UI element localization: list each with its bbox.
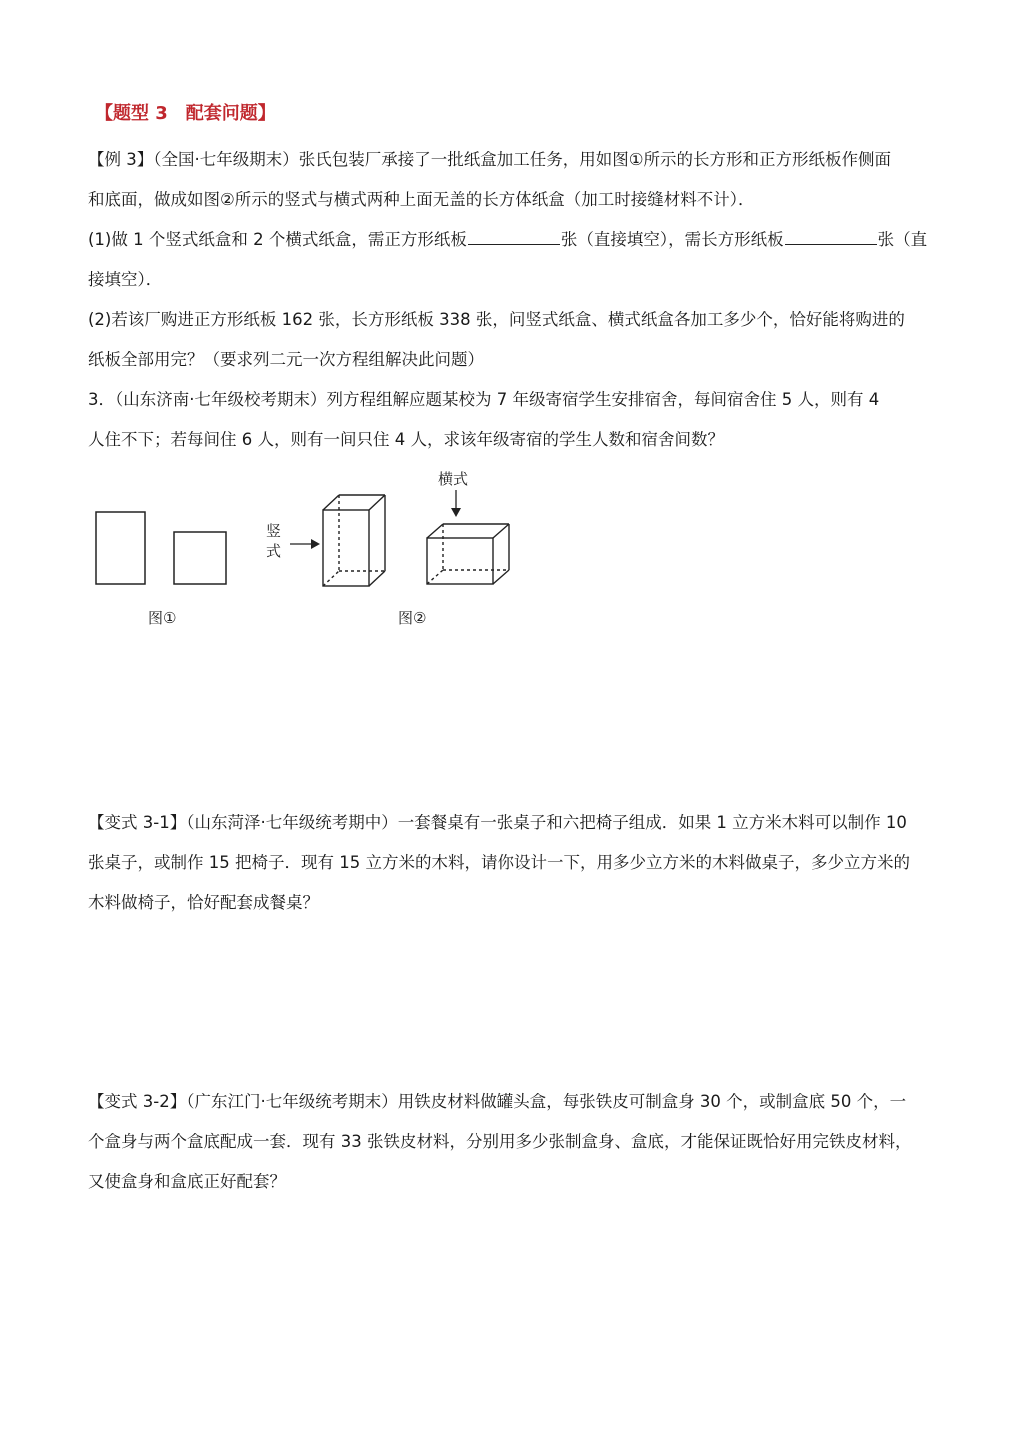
fig1-square [174, 532, 226, 584]
variant31-line2: 张桌子，或制作 15 把椅子．现有 15 立方米的木料，请你设计一下，用多少立方米的木料做桌子，多少立方米的 [88, 853, 910, 872]
variant32-line1: 【变式 3-2】（广东江门·七年级统考期末）用铁皮材料做罐头盒，每张铁皮可制盒身 30 个，或制盒底 50 个，一 [88, 1092, 907, 1111]
example3-line1: 【例 3】（全国·七年级期末）张氏包装厂承接了一批纸盒加工任务，用如图①所示的长方形和正方形纸板作侧面 [88, 150, 892, 169]
q1-text-part1: (1)做 1 个竖式纸盒和 2 个横式纸盒，需正方形纸板 [88, 230, 467, 249]
fig2-label: 图② [398, 609, 427, 627]
fig1-label: 图① [148, 609, 177, 627]
problem3-line1: 3．（山东济南·七年级校考期末）列方程组解应题某校为 7 年级寄宿学生安排宿舍，每间宿舍住 5 人，则有 4 [88, 390, 880, 409]
q1-text-part2: 张（直接填空），需长方形纸板 [560, 230, 784, 249]
example3-q1 [88, 228, 927, 252]
example3-line2: 和底面，做成如图②所示的竖式与横式两种上面无盖的长方体纸盒（加工时接缝材料不计）． [88, 190, 755, 209]
variant32-line2: 个盒身与两个盒底配成一套．现有 33 张铁皮材料，分别用多少张制盒身、盒底，才能保证既恰好用完铁皮材料， [88, 1132, 912, 1151]
problem3-line2: 人住不下；若每间住 6 人，则有一间只住 4 人，求该年级寄宿的学生人数和宿舍间数？ [88, 430, 724, 449]
q1-text-part3: 张（直 [877, 230, 928, 249]
vertical-label-char2: 式 [266, 542, 282, 560]
answer-blank-rect[interactable] [785, 228, 877, 245]
variant31-line3: 木料做椅子，恰好配套成餐桌？ [88, 893, 319, 912]
example3-q1-line2: 接填空）． [88, 270, 163, 289]
figure-boxes [0, 460, 560, 640]
variant31-line1: 【变式 3-1】（山东菏泽·七年级统考期中）一套餐桌有一张桌子和六把椅子组成．如果 1 立方米木料可以制作 10 [88, 813, 907, 832]
example3-q2-line1: (2)若该厂购进正方形纸板 162 张，长方形纸板 338 张，问竖式纸盒、横式纸盒各加工多少个，恰好能将购进的 [88, 310, 905, 329]
vertical-box [323, 495, 385, 586]
horizontal-label: 横式 [438, 470, 469, 488]
answer-blank-square[interactable] [468, 228, 560, 245]
horizontal-box [427, 524, 509, 584]
vertical-arrowhead-icon [311, 539, 320, 549]
horizontal-arrowhead-icon [451, 508, 461, 517]
vertical-label-char1: 竖 [266, 522, 282, 540]
fig1-rectangle [96, 512, 145, 584]
variant32-line3: 又使盒身和盒底正好配套？ [88, 1172, 286, 1191]
example3-q2-line2: 纸板全部用完？（要求列二元一次方程组解决此问题） [88, 350, 484, 369]
section-title: 【题型 3 配套问题】 [95, 103, 276, 124]
